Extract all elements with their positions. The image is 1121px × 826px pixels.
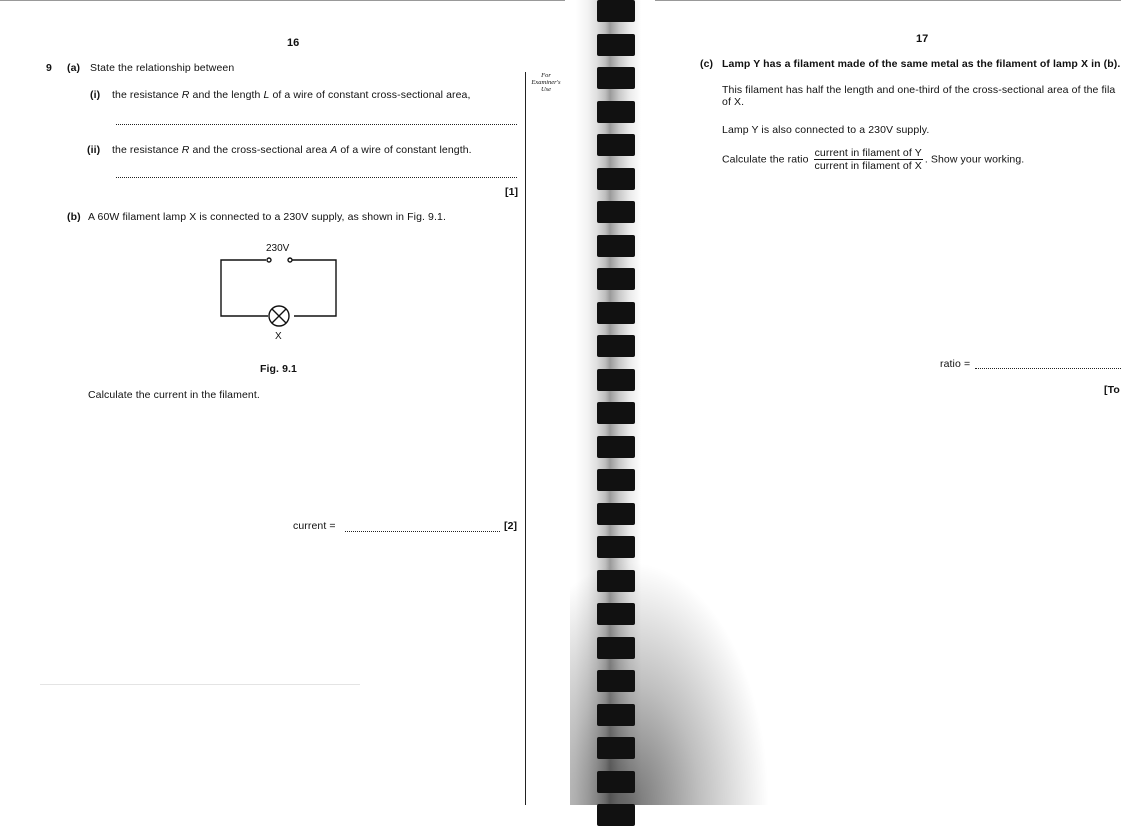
binding-ring: [597, 536, 635, 558]
binding-ring: [597, 603, 635, 625]
binding-ring: [597, 804, 635, 826]
binding-ring: [597, 268, 635, 290]
part-c-text: Lamp Y has a filament made of the same metal as the filament of lamp X in (b).: [722, 58, 1121, 70]
binding-ring: [597, 436, 635, 458]
part-c-para2-line2: of X.: [722, 96, 745, 108]
circuit-diagram: [210, 236, 350, 346]
part-a-label: (a): [67, 62, 81, 74]
examiners-use-note: For Examiner's Use: [531, 72, 561, 93]
question-number: 9: [46, 62, 52, 74]
binding-ring: [597, 369, 635, 391]
part-c-para2-line1: This filament has half the length and one-third of the cross-sectional area of the fila: [722, 84, 1116, 96]
part-a-i-label: (i): [90, 89, 101, 101]
figure-caption: Fig. 9.1: [260, 363, 297, 375]
mark-a: [1]: [505, 186, 519, 198]
part-a-i-text: the resistance R and the length L of a wire of constant cross-sectional area,: [112, 89, 471, 101]
binding-ring: [597, 67, 635, 89]
ratio-fraction: $\frac{\text{current in filament of Y}}{\text{current in filament of X}}$: [814, 147, 922, 172]
page-number-right: 17: [916, 33, 929, 45]
binding-ring: [597, 235, 635, 257]
answer-line-a-ii[interactable]: [116, 177, 517, 178]
current-answer-label: current =: [293, 520, 336, 532]
page-number-left: 16: [287, 37, 300, 49]
binding-ring: [597, 101, 635, 123]
binding-ring: [597, 637, 635, 659]
scan-top-edge: [0, 0, 1121, 1]
mark-b: [2]: [504, 520, 518, 532]
calc-prompt-b: Calculate the current in the filament.: [88, 389, 260, 401]
binding-ring: [597, 704, 635, 726]
part-c-label: (c): [700, 58, 714, 70]
binding-ring: [597, 302, 635, 324]
binding-ring: [597, 469, 635, 491]
margin-divider: [525, 72, 526, 805]
answer-line-a-i[interactable]: [116, 124, 517, 125]
ratio-question: Calculate the ratio $\frac{\text{current in filament of Y}}{\text{current in filament of X}}$ . Show your working.: [722, 147, 1025, 172]
binding-ring: [597, 503, 635, 525]
binding-ring: [597, 0, 635, 22]
ratio-answer-label: ratio =: [940, 358, 971, 370]
binding-ring: [597, 570, 635, 592]
part-a-ii-text: the resistance R and the cross-sectional area A of a wire of constant length.: [112, 144, 472, 156]
mark-c: [To: [1104, 384, 1120, 396]
binding-ring: [597, 134, 635, 156]
part-a-text: State the relationship between: [90, 62, 235, 74]
binding-ring: [597, 335, 635, 357]
binding-ring: [597, 34, 635, 56]
binding-ring: [597, 670, 635, 692]
ratio-answer-line[interactable]: [975, 368, 1121, 369]
part-c-para3: Lamp Y is also connected to a 230V supply.: [722, 124, 930, 136]
circuit-voltage-label: 230V: [266, 243, 290, 254]
binding-ring: [597, 771, 635, 793]
faint-rule: [40, 684, 360, 685]
part-a-ii-label: (ii): [87, 144, 101, 156]
binding-ring: [597, 402, 635, 424]
circuit-lamp-label: X: [275, 331, 282, 342]
binding-ring: [597, 737, 635, 759]
current-answer-line[interactable]: [345, 531, 500, 532]
binding-ring: [597, 168, 635, 190]
part-b-text: A 60W filament lamp X is connected to a 230V supply, as shown in Fig. 9.1.: [88, 211, 446, 223]
part-b-label: (b): [67, 211, 81, 223]
binding-ring: [597, 201, 635, 223]
